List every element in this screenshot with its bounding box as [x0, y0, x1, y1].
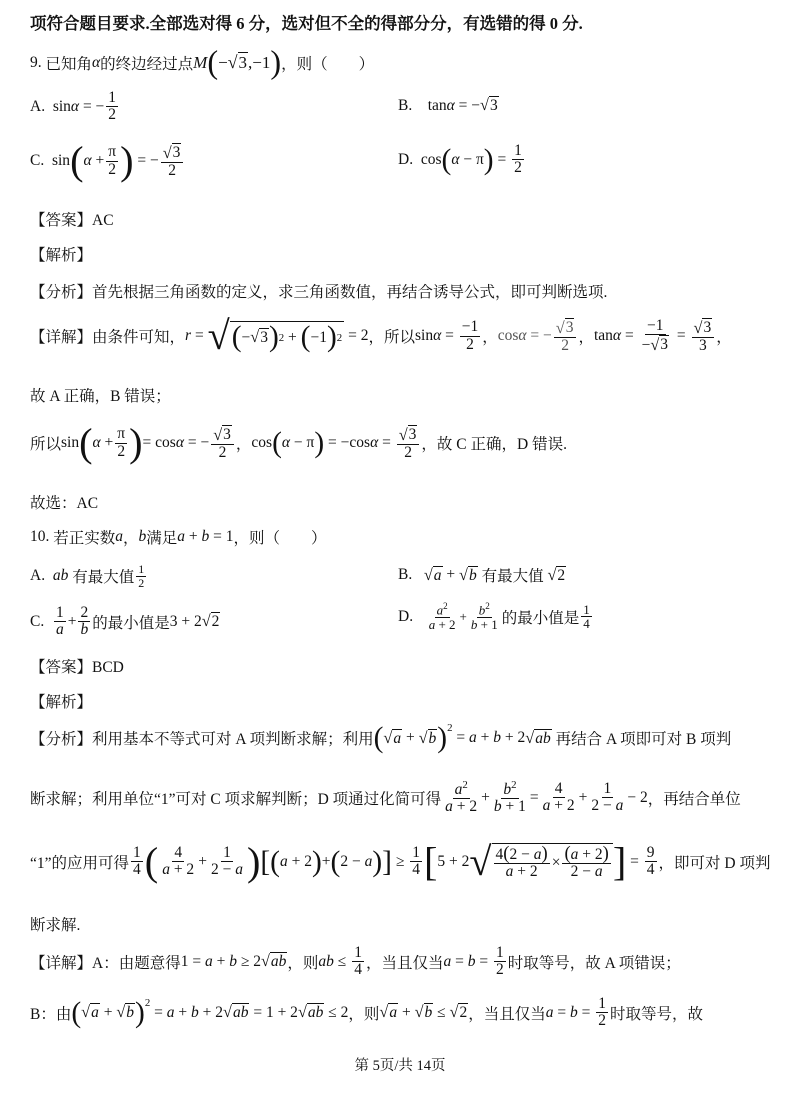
q10-fenxi-line-4: 断求解.	[30, 917, 81, 934]
page-footer: 第 5页/共 14页	[354, 1058, 446, 1074]
q9-analysis-tag: 【解析】	[30, 247, 93, 264]
q9-fenxi: 【分析】首先根据三角函数的定义，求三角函数值，再结合诱导公式，即可判断选项.	[30, 284, 608, 301]
q10-analysis-tag: 【解析】	[30, 694, 93, 711]
q9-option-b: B. tan α = − √ 3	[398, 96, 498, 115]
q10-fenxi-line-2: 断求解；利用单位“1”可对 C 项求解判断；D 项通过化简可得 $\frac{a^2}{a + 2}$ + $\frac{b^2}{b + 1}$ = $\frac{4}{a + 2}$ + $\frac{1}{2 - a}$ − 2 ，再结合单位	[30, 779, 741, 816]
section-instructions: 项符合题目要求.全部选对得 6 分，选对但不全的得部分分，有选错的得 0 分.	[30, 14, 583, 33]
q9-conclusion-1: 故 A 正确，B 错误；	[30, 388, 171, 405]
q10-fenxi-line-3: “1”的应用可得 $\frac{1}{4}$ ( $\frac{4}{a + 2}$ + $\frac{1}{2 - a}$ ) [ ( a + 2 ) + ( 2 − a ) ] ≥ $\frac{1}{4}$ [ 5 + 2 √ $\frac{4(2 - a)}{a + 2}$ × $\frac{(a + 2)}{2 - a}$ ] = $\frac{9}{4}$ ，即可对 D 项判	[30, 838, 771, 884]
question-9-stem: 9. 已知角 α 的终边经过点 M ( − √ 3 ,−1 ) ，则（ ）	[30, 44, 375, 80]
q9-option-a: A. sin α = − $\frac{1}{2}$	[30, 89, 117, 124]
q9-so-line: 所以 sin ( α + $\frac{\pi}{2}$ ) = cos α = − √ 3 2 ， cos ( α − π ) = −cos α = √ 3 2 ，故 C 正确，D 错误.	[30, 420, 567, 465]
q9-final: 故选：AC	[30, 495, 99, 512]
q9-option-c: C. sin ( α + $\frac{\pi}{2}$ ) = − √ 3 2	[30, 143, 185, 179]
q10-option-d: D. $\frac{a^2}{a + 2}$ + $\frac{b^2}{b + 1}$ 的最小值是 $\frac{1}{4}$	[398, 601, 590, 632]
q10-fenxi-line-1: 【分析】利用基本不等式可对 A 项判断求解；利用 ( √ a + √ b ) $^2$ = a + b + 2 √ ab 再结合 A 项即可对 B 项判	[30, 722, 732, 754]
q10-xiangjie-b: B：由 ( √ a + √ b ) $^2$ = a + b + 2 √ ab = 1 + 2 √ ab ≤ 2 ，则 √ a + √ b ≤ √ 2 ，当且仅当 a = b = $\frac{1}{2}$ 时取等号，故	[30, 995, 704, 1030]
q10-option-b: B. √ a + √ b 有最大值 √ 2	[398, 565, 566, 585]
q10-xiangjie-a: 【详解】A：由题意得 1 = a + b ≥ 2 √ ab ，则 ab ≤ $\frac{1}{4}$ ，当且仅当 a = b = $\frac{1}{2}$ 时取等号，故 A 项错误；	[30, 944, 681, 979]
q9-xiangjie: 【详解】由条件可知， r = √ ( − √ 3 ) 2 + ( −1 ) 2 = 2 ，所以 sin α = $\frac{-1}{2}$ ， cos α = − √ 3 2 ， tan α = −1 − √ 3 = √ 3 3 ，	[30, 313, 732, 358]
q9-answer: 【答案】AC	[30, 212, 114, 229]
q10-answer: 【答案】BCD	[30, 659, 124, 676]
q10-option-a: A. ab 有最大值 $\frac{1}{2}$	[30, 562, 145, 590]
q10-option-c: C. $\frac{1}{a}$ + $\frac{2}{b}$ 的最小值是 3 + 2 √ 2	[30, 604, 220, 639]
q9-option-d: D. cos ( α − π ) = $\frac{1}{2}$	[398, 142, 522, 177]
question-10-stem: 10. 若正实数 a ， b 满足 a + b = 1 ，则（ ）	[30, 528, 327, 547]
